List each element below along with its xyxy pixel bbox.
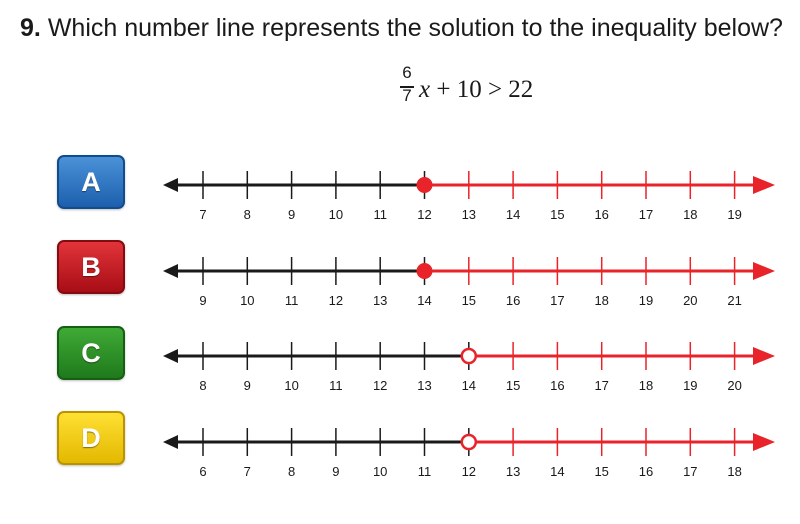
line-d-tick-label: 13 [505,464,521,479]
option-a-button[interactable]: A [57,155,125,209]
option-b-button[interactable]: B [57,240,125,294]
line-a-tick-label: 9 [287,207,296,222]
line-a-tick-label: 19 [727,207,742,222]
question-prompt: Which number line represents the solution to the inequality below? [47,14,783,42]
question-number: 9. [20,14,41,42]
line-c-tick-label: 9 [243,378,251,393]
option-c-button[interactable]: C [57,326,125,380]
line-d-tick-label: 9 [332,464,340,479]
line-d-tick-label: 15 [594,464,609,479]
line-c-tick-label: 15 [505,378,521,393]
line-d-tick-label: 10 [372,464,388,479]
line-b-tick-label: 20 [683,293,698,308]
option-d-button[interactable]: D [57,411,125,465]
line-c-tick-label: 12 [372,378,388,393]
line-d-open-point [462,435,476,449]
line-b-tick-label: 18 [594,293,609,308]
line-c-left-arrow-icon [163,349,178,363]
line-b-tick-label: 16 [505,293,521,308]
line-b-tick-label: 13 [372,293,388,308]
line-a-tick-label: 11 [373,207,387,222]
line-b-tick-label: 15 [461,293,477,308]
line-a-tick-label: 7 [199,207,207,222]
line-d-tick-label: 11 [417,464,432,479]
line-b-tick-label: 14 [417,293,432,308]
inequality-variable: x [419,76,431,103]
fraction-numerator: 6 [402,63,412,82]
line-b-tick-label: 19 [638,293,654,308]
line-d-tick-label: 12 [461,464,477,479]
line-d-tick-label: 6 [199,464,207,479]
line-d-left-arrow-icon [163,435,178,449]
line-b-right-arrow-icon [753,262,775,280]
line-c-tick-label: 17 [594,378,609,393]
line-c-tick-label: 8 [199,378,207,393]
line-a-closed-point [417,177,433,193]
line-a-tick-label: 18 [683,207,698,222]
line-a-tick-label: 12 [417,207,432,222]
line-a-tick-label: 8 [243,207,251,222]
line-b-left-arrow-icon [163,264,178,278]
line-d-tick-label: 14 [550,464,565,479]
line-c-tick-label: 16 [550,378,565,393]
line-b-tick-label: 12 [328,293,344,308]
line-a-tick-label: 16 [594,207,609,222]
line-d-tick-label: 8 [287,464,296,479]
line-d-right-arrow-icon [753,433,775,451]
line-d-tick-label: 17 [683,464,698,479]
line-d-tick-label: 18 [727,464,742,479]
line-a-left-arrow-icon [163,178,178,192]
line-b-tick-label: 11 [284,293,299,308]
fraction-denominator: 7 [402,86,412,105]
line-b-tick-label: 10 [240,293,255,308]
line-b-tick-label: 9 [199,293,207,308]
line-a-right-arrow-icon [753,176,775,194]
line-a-tick-label: 14 [505,207,521,222]
line-a-tick-label: 17 [638,207,654,222]
inequality-rest: + 10 > 22 [436,76,534,103]
line-c-tick-label: 11 [329,378,343,393]
line-c-tick-label: 14 [461,378,477,393]
line-d-tick-label: 7 [243,464,251,479]
line-c-tick-label: 10 [284,378,299,393]
line-a-tick-label: 13 [461,207,477,222]
line-c-tick-label: 20 [727,378,742,393]
line-c-tick-label: 18 [638,378,654,393]
line-d-tick-label: 16 [638,464,654,479]
line-c-right-arrow-icon [753,347,775,365]
line-a-tick-label: 10 [328,207,344,222]
line-b-tick-label: 21 [727,293,742,308]
line-a-tick-label: 15 [550,207,565,222]
line-b-closed-point [417,263,433,279]
line-c-open-point [462,349,476,363]
line-c-tick-label: 19 [683,378,698,393]
line-c-tick-label: 13 [417,378,432,393]
line-b-tick-label: 17 [550,293,565,308]
